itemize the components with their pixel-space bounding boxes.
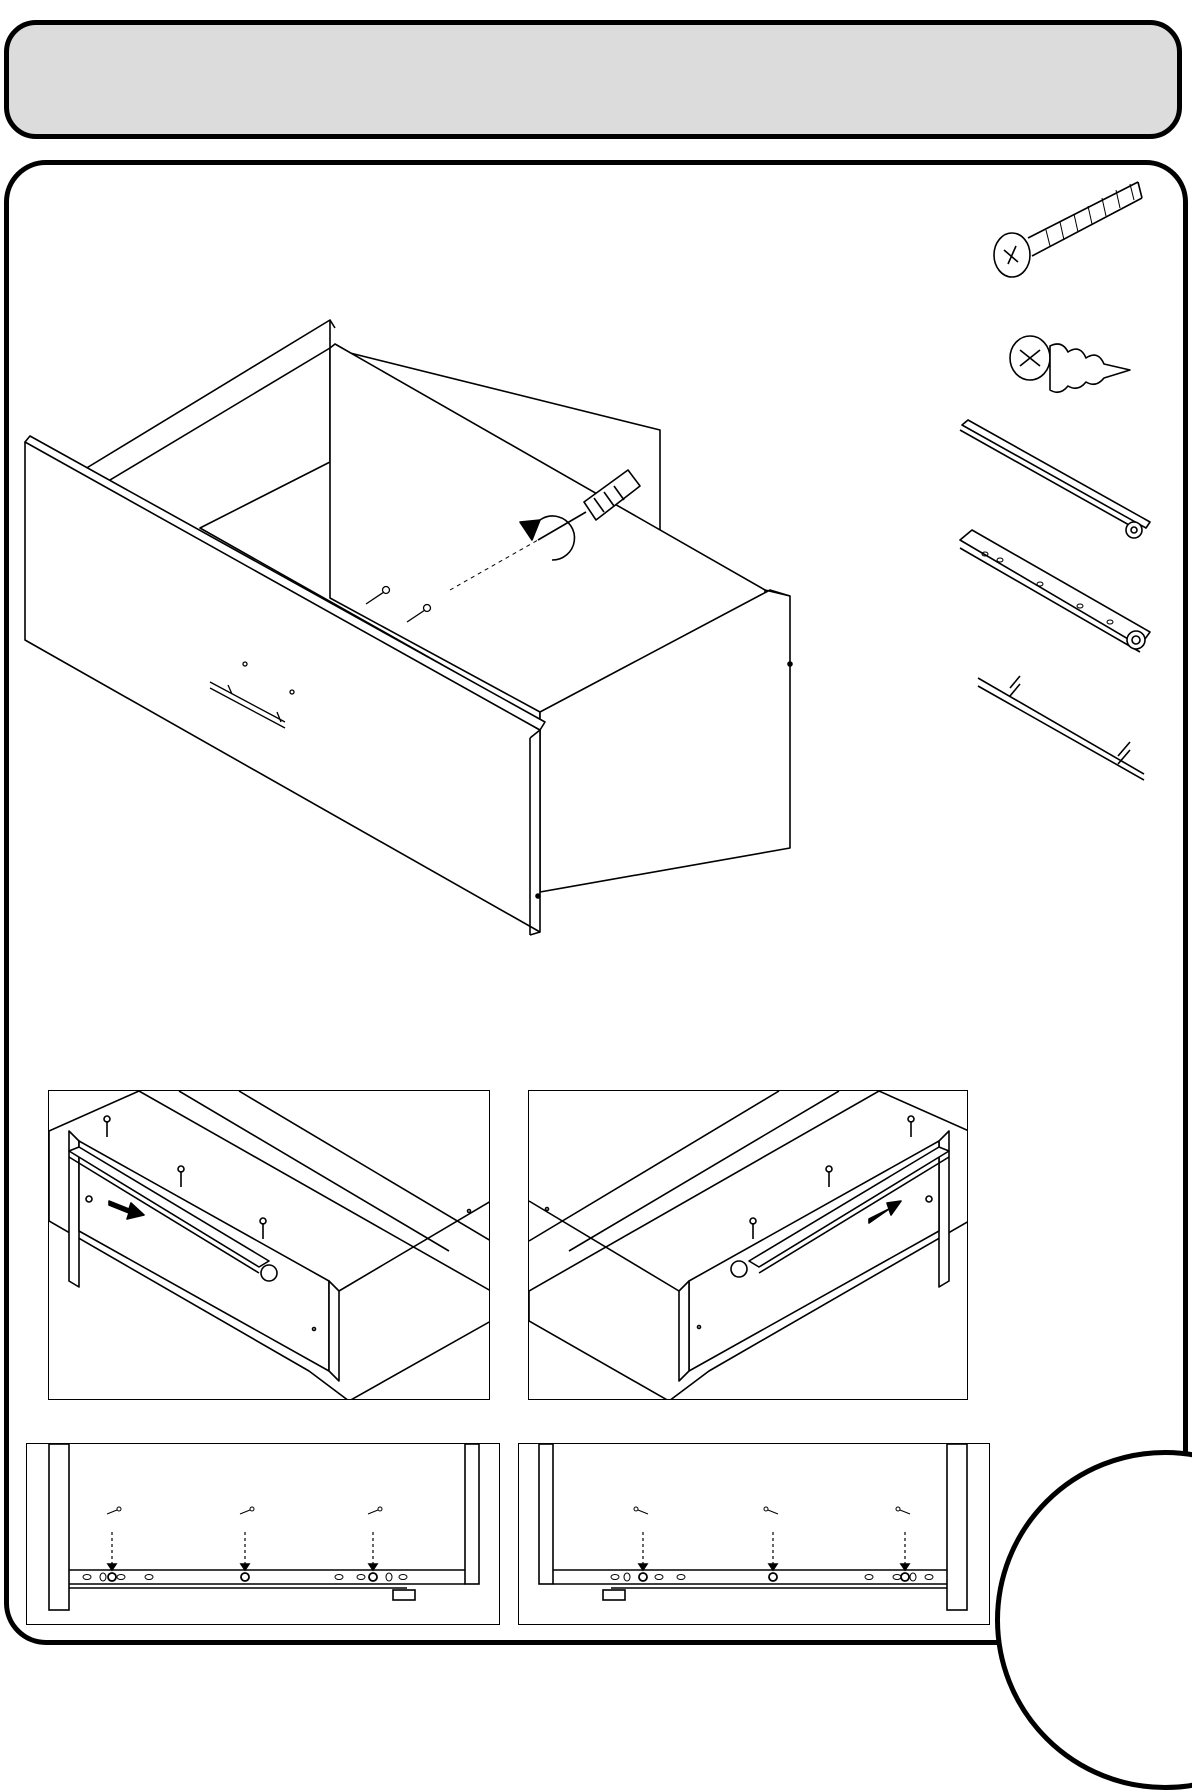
inset-runner-left <box>48 1090 490 1400</box>
drawer-left-side <box>80 320 335 498</box>
screw-cam <box>1010 336 1130 392</box>
drawer-slide-runner <box>960 530 1150 652</box>
inset-rail-right <box>518 1443 990 1625</box>
inset-runner-right <box>528 1090 968 1400</box>
inset-rail-left <box>26 1443 500 1625</box>
handle-part <box>978 676 1144 780</box>
drawer-slide-rail <box>960 420 1150 538</box>
screw-long <box>994 182 1142 277</box>
